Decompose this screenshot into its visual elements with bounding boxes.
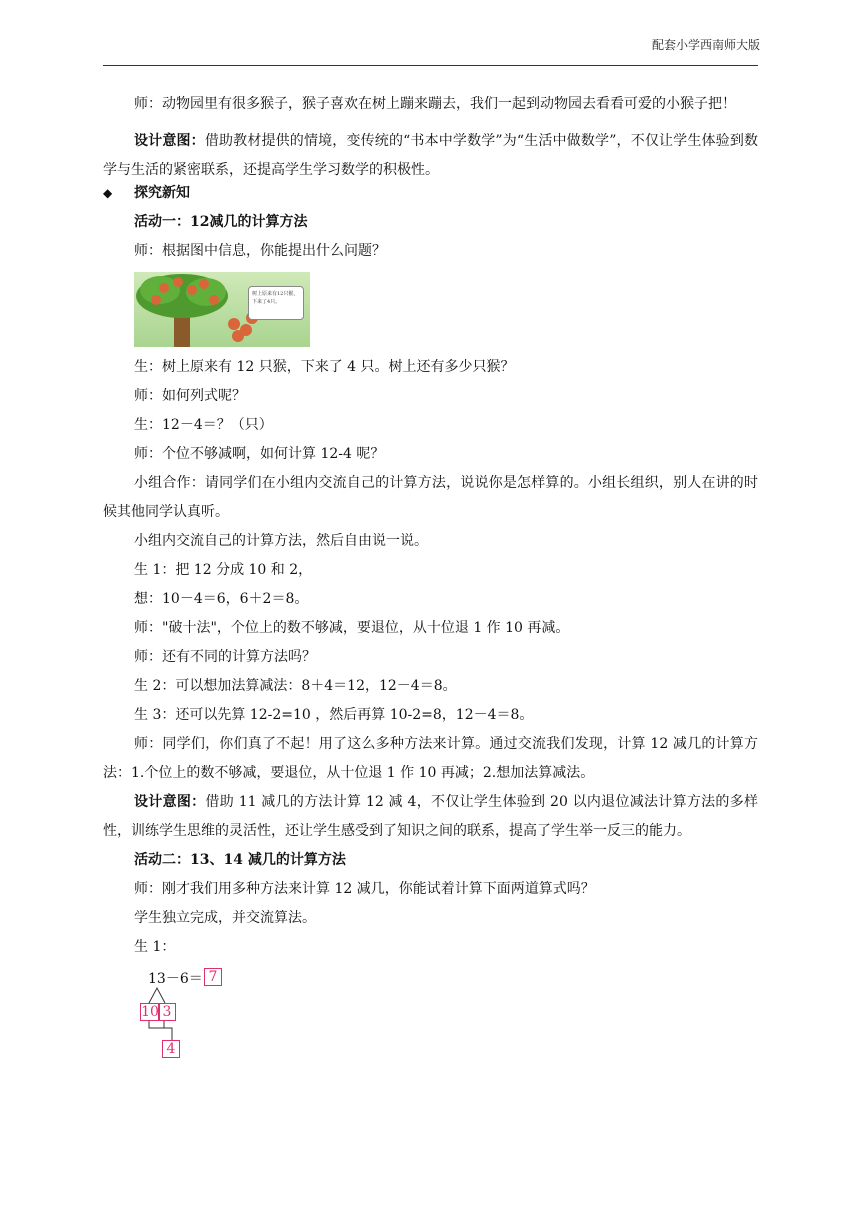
activity1-line: 师：个位不够减啊，如何计算 12-4 呢？ — [134, 446, 385, 462]
activity1-line: 小组内交流自己的计算方法，然后自由说一说。 — [134, 533, 428, 549]
section-title: 探究新知 — [134, 185, 190, 201]
design-intent-text: 借助 11 减几的方法计算 12 减 4，不仅让学生体验到 20 以内退位减法计算方法的多样性，训练学生思维的灵活性，还让学生感受到了知识之间的联系，提高了学生举一反三的能力。 — [103, 794, 759, 839]
running-header: 配套小学西南师大版 — [651, 38, 760, 52]
equation-text: 13－6＝ — [148, 971, 203, 987]
monkey-tree-illustration — [134, 272, 310, 347]
result-box: 4 — [162, 1040, 180, 1058]
activity2-line: 学生独立完成，并交流算法。 — [134, 910, 316, 926]
activity1-line: 生：12－4＝？（只） — [134, 417, 273, 433]
speech-bubble: 树上原来有12只猴，下来了4只。 — [248, 286, 304, 320]
page-content — [103, 90, 758, 1056]
activity1-line: 师："破十法"，个位上的数不够减，要退位，从十位退 1 作 10 再减。 — [134, 620, 570, 636]
activity1-line: 生：树上原来有 12 只猴，下来了 4 只。树上还有多少只猴？ — [134, 359, 515, 375]
design-intent-2 — [103, 788, 758, 846]
activity1-line: 生 1：把 12 分成 10 和 2， — [134, 562, 313, 578]
activity1-line: 师：还有不同的计算方法吗？ — [134, 649, 316, 665]
activity2-line: 生 1： — [134, 939, 176, 955]
activity1-question: 师：根据图中信息，你能提出什么问题？ — [134, 243, 386, 259]
design-intent-label: 设计意图： — [134, 133, 205, 149]
answer-box: 7 — [204, 968, 222, 986]
activity1-title: 活动一：12减几的计算方法 — [134, 214, 308, 230]
activity2-line: 师：刚才我们用多种方法来计算 12 减几，你能试着计算下面两道算式吗？ — [134, 881, 595, 897]
design-intent-text: 借助教材提供的情境，变传统的“书本中学数学”为“生活中做数学”，不仅让学生体验到数学与生活的紧密联系，还提高学生学习数学的积极性。 — [103, 133, 758, 178]
header-rule — [103, 65, 758, 66]
activity1-line: 想：10－4＝6，6＋2＝8。 — [134, 591, 309, 607]
intro-paragraph: 师：动物园里有很多猴子，猴子喜欢在树上蹦来蹦去，我们一起到动物园去看看可爱的小猴子把！ — [134, 96, 736, 112]
design-intent-label: 设计意图： — [134, 794, 206, 810]
split-ones-box: 3 — [158, 1003, 176, 1021]
activity1-line: 师：如何列式呢？ — [134, 388, 246, 404]
split-tens-box: 10 — [141, 1004, 159, 1020]
decomposition-diagram — [134, 966, 334, 1056]
activity1-line: 生 2：可以想加法算减法：8＋4＝12，12－4＝8。 — [134, 678, 457, 694]
activity1-line: 生 3：还可以先算 12-2=10 ，然后再算 10-2=8，12－4＝8。 — [134, 707, 534, 723]
diamond-icon: ◆ — [103, 186, 113, 200]
design-intent-1 — [103, 127, 758, 185]
activity1-line: 师：同学们，你们真了不起！用了这么多种方法来计算。通过交流我们发现，计算 12 减几的计算方法：1.个位上的数不够减，要退位，从十位退 1 作 10 再减；2.想加法算减法。 — [103, 736, 758, 781]
activity1-line: 小组合作：请同学们在小组内交流自己的计算方法，说说你是怎样算的。小组长组织，别人在讲的时候其他同学认真听。 — [103, 475, 758, 520]
activity2-title: 活动二：13、14 减几的计算方法 — [134, 852, 346, 868]
